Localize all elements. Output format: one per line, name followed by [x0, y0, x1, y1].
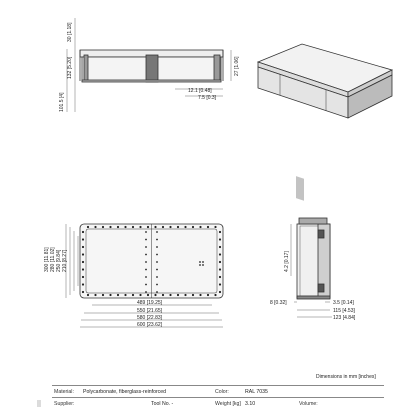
top-dim-left-2: 280 [11.02] — [50, 247, 56, 272]
screw-hole — [202, 264, 204, 266]
top-dim-left-3: 250 [9.84] — [56, 249, 62, 272]
spec-table — [52, 385, 384, 409]
screw-hole — [219, 253, 221, 255]
screw-hole — [202, 261, 204, 263]
screw-hole — [156, 276, 158, 278]
screw-hole — [132, 294, 134, 296]
units-note: Dimensions in mm [inches] — [316, 374, 376, 380]
top-dim-below-2: 550 [21.65] — [137, 308, 163, 314]
screw-hole — [214, 294, 216, 296]
screw-hole — [156, 246, 158, 248]
screw-hole — [219, 261, 221, 263]
top-view — [80, 224, 223, 298]
screw-hole — [199, 261, 201, 263]
front-view — [80, 50, 223, 82]
screw-hole — [156, 254, 158, 256]
screw-hole — [145, 239, 147, 241]
screw-hole — [169, 294, 171, 296]
screw-hole — [145, 284, 147, 286]
volume-label: Volume: — [297, 398, 327, 409]
screw-hole — [219, 238, 221, 240]
screw-hole — [82, 268, 84, 270]
screw-hole — [109, 226, 111, 228]
volume-value — [327, 398, 384, 409]
screw-hole — [169, 226, 171, 228]
screw-hole — [82, 283, 84, 285]
screw-hole — [192, 226, 194, 228]
tool-value: - — [171, 401, 173, 407]
screw-hole — [184, 294, 186, 296]
screw-hole — [184, 226, 186, 228]
side-dim-below-right-3: 123 [4.84] — [333, 315, 356, 321]
screw-hole — [207, 226, 209, 228]
screw-hole — [162, 226, 164, 228]
screw-hole — [214, 226, 216, 228]
weight-label: Weight [kg] — [213, 398, 243, 409]
screw-hole — [102, 226, 104, 228]
weight-value: 3.10 — [243, 398, 297, 409]
screw-hole — [192, 294, 194, 296]
side-dim-left: 4.2 [0.17] — [284, 251, 290, 272]
screw-hole — [82, 276, 84, 278]
spec-row-supplier — [52, 398, 384, 409]
screw-hole — [145, 291, 147, 293]
screw-hole — [207, 294, 209, 296]
top-dim-below-3: 580 [22.83] — [137, 315, 163, 321]
blank-value — [327, 386, 384, 398]
color-label: Color: — [213, 386, 243, 398]
material-value: Polycarbonate, fiberglass-reinforced — [81, 386, 213, 398]
screw-hole — [156, 261, 158, 263]
front-dim-left-1: 101.5 [4] — [59, 92, 65, 112]
side-dim-below-right-1: 3.5 [0.14] — [333, 300, 354, 306]
screw-hole — [154, 294, 156, 296]
screw-hole — [132, 226, 134, 228]
screw-hole — [117, 226, 119, 228]
supplier-label: Supplier: — [52, 398, 81, 409]
screw-hole — [124, 294, 126, 296]
screw-hole — [219, 283, 221, 285]
screw-hole — [117, 294, 119, 296]
screw-hole — [156, 239, 158, 241]
screw-hole — [199, 226, 201, 228]
screw-hole — [82, 238, 84, 240]
screw-hole — [147, 226, 149, 228]
top-dim-below-1: 489 [19.25] — [137, 300, 163, 306]
screw-hole — [87, 294, 89, 296]
screw-hole — [219, 231, 221, 233]
supplier-value — [81, 398, 213, 409]
isometric-view — [258, 44, 392, 201]
screw-hole — [156, 284, 158, 286]
front-dim-below-1: 12.1 [0.48] — [188, 88, 212, 94]
screw-hole — [94, 294, 96, 296]
front-dim-left-2: 132 [5.20] — [67, 56, 73, 79]
screw-hole — [109, 294, 111, 296]
screw-hole — [82, 261, 84, 263]
color-value: RAL 7035 — [243, 386, 297, 398]
blank-label — [297, 386, 327, 398]
spec-row-material — [52, 386, 384, 398]
screw-hole — [145, 269, 147, 271]
screw-hole — [162, 294, 164, 296]
side-view — [297, 218, 330, 299]
screw-hole — [199, 294, 201, 296]
screw-hole — [94, 226, 96, 228]
edge-marks — [38, 400, 40, 407]
screw-hole — [139, 294, 141, 296]
material-label: Material: — [52, 386, 81, 398]
screw-hole — [87, 226, 89, 228]
screw-hole — [82, 246, 84, 248]
screw-hole — [219, 246, 221, 248]
screw-hole — [145, 231, 147, 233]
screw-hole — [219, 268, 221, 270]
top-dim-left-1: 300 [11.81] — [44, 247, 50, 272]
screw-hole — [177, 226, 179, 228]
screw-hole — [82, 291, 84, 293]
tool-label: Tool No. — [151, 401, 170, 407]
top-dim-left-4: 210 [8.27] — [62, 249, 68, 272]
screw-hole — [199, 264, 201, 266]
screw-hole — [145, 254, 147, 256]
front-dim-right: 27 [1.06] — [234, 56, 240, 76]
screw-hole — [145, 261, 147, 263]
screw-hole — [124, 226, 126, 228]
screw-hole — [82, 231, 84, 233]
screw-hole — [219, 276, 221, 278]
screw-hole — [102, 294, 104, 296]
side-dim-below-right-2: 115 [4.53] — [333, 308, 355, 314]
screw-hole — [147, 294, 149, 296]
screw-hole — [156, 231, 158, 233]
screw-hole — [154, 226, 156, 228]
front-dim-left-3: 30 [1.18] — [67, 22, 73, 42]
top-dim-below-4: 600 [23.62] — [137, 322, 163, 328]
screw-hole — [219, 291, 221, 293]
front-dim-below-2: 7.5 [0.3] — [198, 95, 217, 101]
screw-hole — [156, 269, 158, 271]
screw-hole — [145, 246, 147, 248]
screw-hole — [177, 294, 179, 296]
screw-hole — [82, 253, 84, 255]
screw-hole — [139, 226, 141, 228]
screw-hole — [145, 276, 147, 278]
side-dim-below-left: 8 [0.32] — [270, 300, 287, 306]
screw-hole — [156, 291, 158, 293]
